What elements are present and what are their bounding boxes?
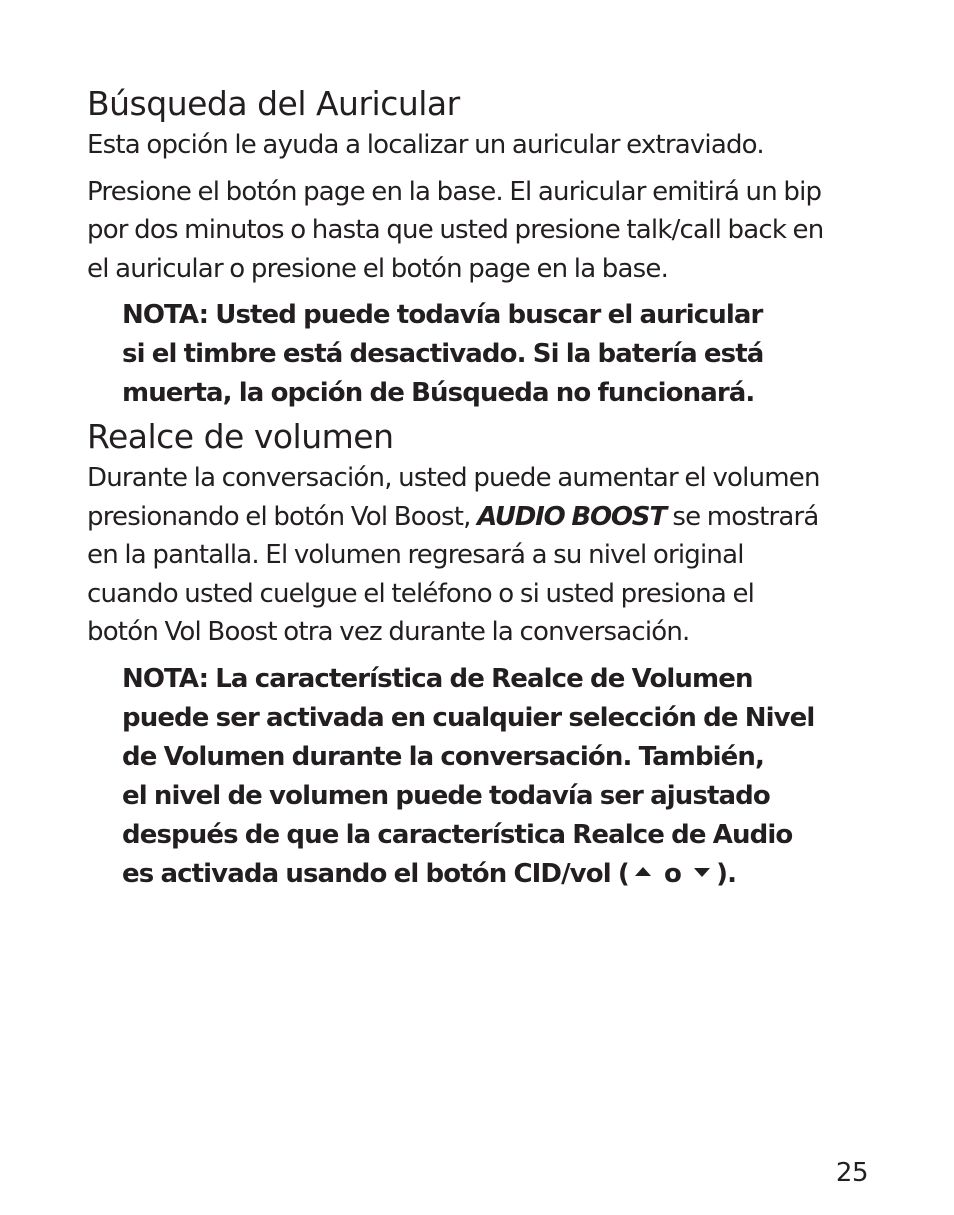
- paragraph-line: cuando usted cuelgue el teléfono o si usted presiona el: [87, 578, 755, 609]
- paging-paragraph: [87, 173, 877, 289]
- paragraph-line: [87, 498, 877, 537]
- volume-boost-paragraph: [87, 459, 877, 652]
- lcd-text-audio-boost: AUDIO BOOST: [477, 501, 666, 532]
- note-line: NOTA: Usted puede todavía buscar el auricular: [122, 300, 763, 330]
- paragraph-line: el auricular o presione el botón page en la base.: [87, 253, 669, 284]
- paragraph-line: Presione el botón page en la base. El auricular emitirá un bip: [87, 176, 822, 207]
- text-fragment: es activada usando el botón CID/vol (: [122, 858, 629, 889]
- intro-paragraph: Esta opción le ayuda a localizar un auricular extraviado.: [87, 130, 764, 160]
- page-number: 25: [835, 1158, 868, 1188]
- down-triangle-icon: [694, 868, 710, 877]
- paragraph-line: por dos minutos o hasta que usted presione talk/call back en: [87, 215, 824, 245]
- note-line: después de que la característica Realce de Audio: [122, 819, 793, 850]
- note-busqueda: [122, 296, 877, 413]
- up-triangle-icon: [635, 867, 651, 876]
- paragraph-line: Durante la conversación, usted puede aumentar el volumen: [87, 463, 820, 493]
- text-fragment: se mostrará: [665, 501, 819, 532]
- heading-busqueda: Búsqueda del Auricular: [87, 84, 460, 123]
- text-fragment: o: [656, 858, 689, 889]
- paragraph-line: botón Vol Boost otra vez durante la conversación.: [87, 617, 690, 647]
- note-line: el nivel de volumen puede todavía ser ajustado: [122, 780, 770, 811]
- note-line: de Volumen durante la conversación. También,: [122, 741, 764, 772]
- paragraph-line: en la pantalla. El volumen regresará a su nivel original: [87, 540, 744, 570]
- note-line: si el timbre está desactivado. Si la batería está: [122, 339, 764, 369]
- heading-realce: Realce de volumen: [87, 417, 394, 456]
- text-fragment: ).: [716, 858, 737, 889]
- text-fragment: presionando el botón Vol Boost,: [87, 501, 478, 532]
- note-line: NOTA: La característica de Realce de Volumen: [122, 663, 753, 694]
- note-line: [122, 855, 877, 894]
- note-line: muerta, la opción de Búsqueda no funcionará.: [122, 378, 755, 408]
- manual-page: [87, 82, 877, 894]
- note-line: puede ser activada en cualquier selección de Nivel: [122, 702, 815, 733]
- note-realce: [122, 660, 877, 894]
